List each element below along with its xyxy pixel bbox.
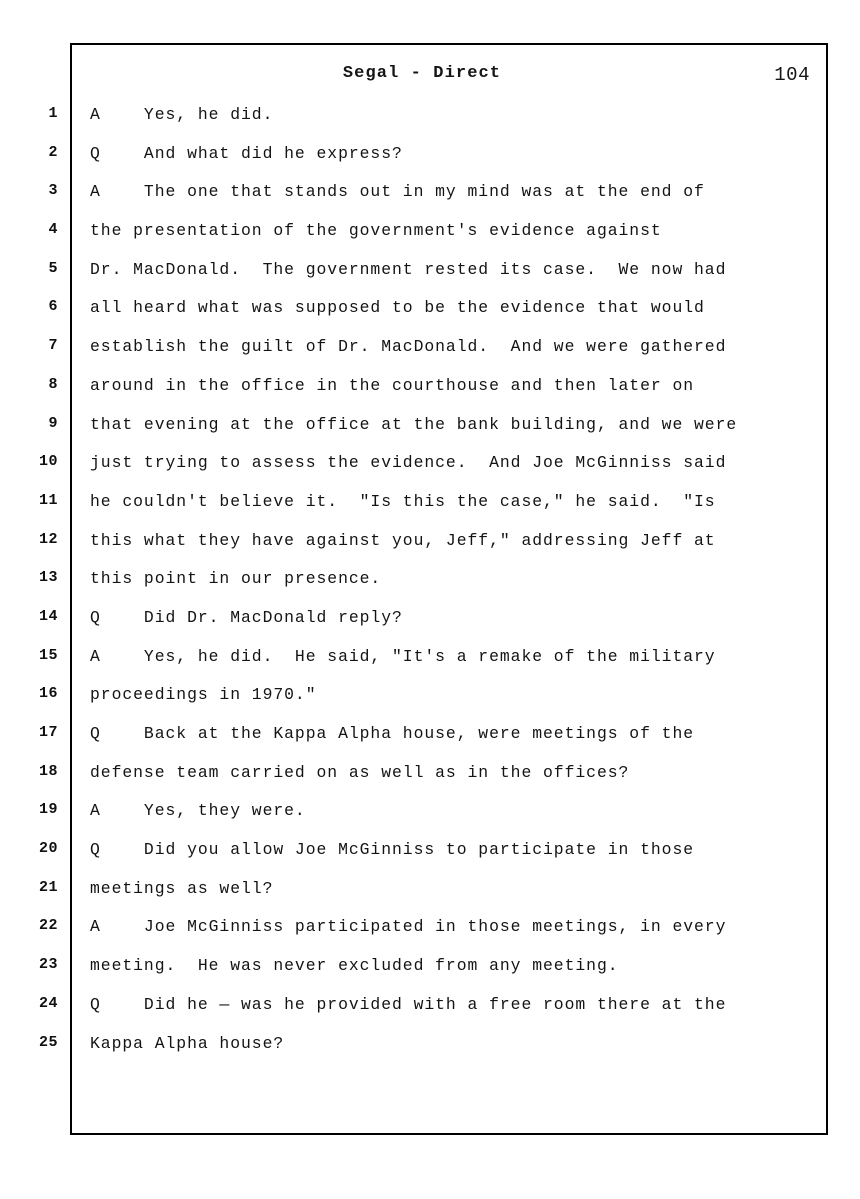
line-text: Q Did he — was he provided with a free room there at the [90, 994, 727, 1014]
line-text: this what they have against you, Jeff," addressing Jeff at [90, 530, 716, 550]
line-number: 5 [48, 259, 58, 277]
transcript-line [0, 723, 860, 762]
line-text: meeting. He was never excluded from any meeting. [90, 956, 619, 976]
line-number: 15 [38, 646, 58, 664]
transcript-line [0, 530, 860, 569]
transcript-body [0, 104, 860, 1071]
line-number: 11 [38, 491, 58, 509]
transcript-line [0, 259, 860, 298]
line-number: 8 [48, 375, 58, 393]
line-number: 10 [38, 453, 58, 471]
line-number: 20 [38, 840, 58, 858]
line-text: Q Did Dr. MacDonald reply? [90, 607, 403, 627]
transcript-line [0, 414, 860, 453]
transcript-line [0, 143, 860, 182]
transcript-line [0, 336, 860, 375]
line-text: all heard what was supposed to be the evidence that would [90, 298, 705, 318]
line-text: just trying to assess the evidence. And Joe McGinniss said [90, 453, 727, 473]
line-number: 4 [48, 221, 58, 239]
transcript-line [0, 684, 860, 723]
transcript-line [0, 104, 860, 143]
line-text: meetings as well? [90, 878, 274, 898]
transcript-line [0, 916, 860, 955]
line-text: this point in our presence. [90, 569, 382, 589]
line-text: A Joe McGinniss participated in those meetings, in every [90, 917, 727, 937]
transcript-line [0, 607, 860, 646]
line-text: that evening at the office at the bank building, and we were [90, 414, 738, 434]
line-text: establish the guilt of Dr. MacDonald. And we were gathered [90, 337, 727, 357]
line-number: 2 [48, 143, 58, 161]
line-text: Dr. MacDonald. The government rested its case. We now had [90, 259, 727, 279]
transcript-line [0, 491, 860, 530]
line-text: Q Did you allow Joe McGinniss to participate in those [90, 840, 695, 860]
page-number: 104 [774, 64, 810, 86]
line-text: Kappa Alpha house? [90, 1033, 285, 1053]
line-number: 14 [38, 607, 58, 625]
line-number: 23 [38, 956, 58, 974]
line-number: 3 [48, 182, 58, 200]
line-number: 12 [38, 530, 58, 548]
transcript-line [0, 375, 860, 414]
line-number: 16 [38, 685, 58, 703]
transcript-line [0, 762, 860, 801]
transcript-line [0, 568, 860, 607]
line-number: 24 [38, 994, 58, 1012]
line-number: 18 [38, 762, 58, 780]
line-number: 1 [48, 105, 58, 122]
transcript-line [0, 800, 860, 839]
line-text: A The one that stands out in my mind was at the end of [90, 182, 705, 202]
line-text: Q Back at the Kappa Alpha house, were meetings of the [90, 724, 695, 743]
line-number: 19 [38, 801, 58, 819]
line-text: A Yes, they were. [90, 801, 306, 821]
line-number: 7 [48, 337, 58, 355]
transcript-line [0, 181, 860, 220]
line-number: 22 [38, 917, 58, 935]
line-number: 21 [38, 878, 58, 896]
transcript-line [0, 1033, 860, 1072]
line-number: 9 [48, 414, 58, 432]
line-text: A Yes, he did. He said, "It's a remake of the military [90, 646, 716, 666]
transcript-line [0, 955, 860, 994]
line-number: 17 [38, 724, 58, 741]
transcript-line [0, 646, 860, 685]
line-text: A Yes, he did. [90, 105, 274, 124]
line-number: 6 [48, 298, 58, 316]
line-text: around in the office in the courthouse and then later on [90, 375, 695, 395]
transcript-line [0, 220, 860, 259]
line-text: Q And what did he express? [90, 143, 403, 163]
transcript-line [0, 452, 860, 491]
page-header [72, 64, 828, 98]
transcript-line [0, 839, 860, 878]
transcript-line [0, 994, 860, 1033]
line-text: defense team carried on as well as in the offices? [90, 762, 630, 782]
line-number: 25 [38, 1033, 58, 1051]
line-text: he couldn't believe it. "Is this the case," he said. "Is [90, 491, 716, 511]
line-number: 13 [38, 569, 58, 587]
line-text: proceedings in 1970." [90, 685, 317, 705]
transcript-line [0, 297, 860, 336]
page-title: Segal - Direct [342, 64, 502, 83]
transcript-line [0, 878, 860, 917]
line-text: the presentation of the government's evidence against [90, 221, 662, 241]
